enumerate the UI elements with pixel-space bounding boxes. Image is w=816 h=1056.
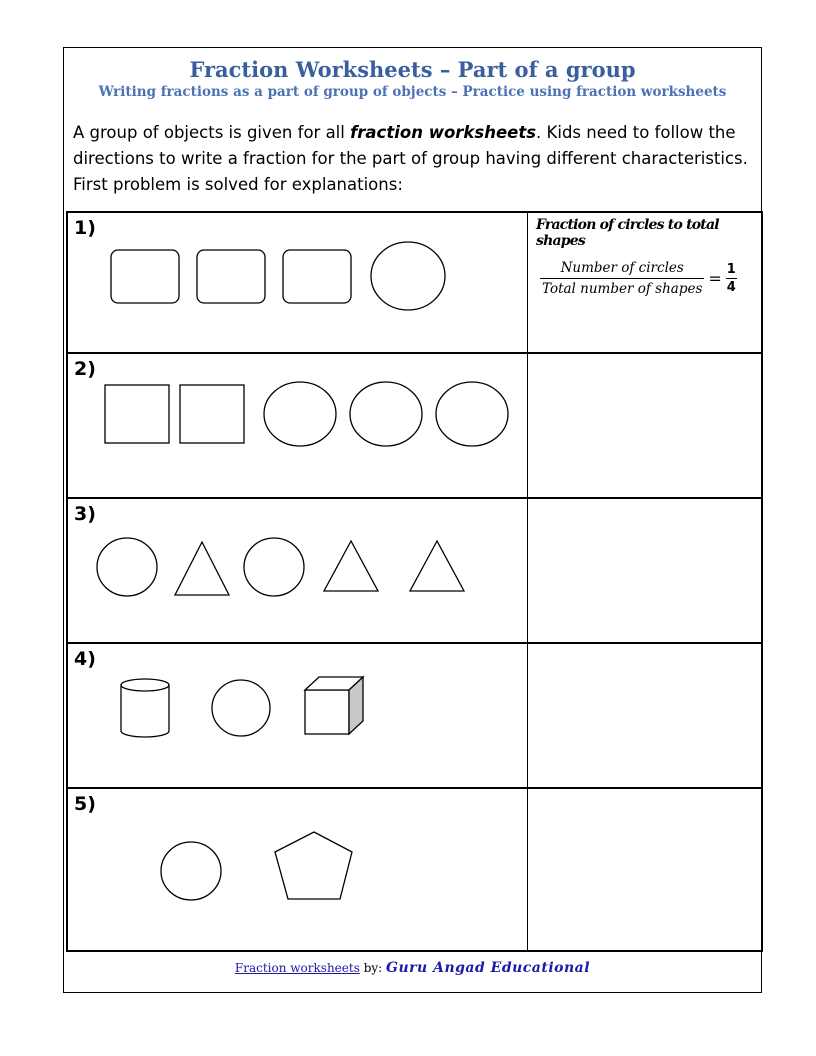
circle-shape: [371, 242, 445, 310]
shapes-cell-4: [68, 644, 528, 787]
circle-shape: [161, 842, 221, 900]
shapes-cell-5: [68, 789, 528, 950]
worksheet-page: [63, 47, 762, 993]
circle-shape: [244, 538, 304, 596]
intro-text-start: A group of objects is given for all: [73, 123, 351, 142]
triangle-shape: [410, 541, 464, 591]
shapes-cell-3: [68, 499, 528, 642]
fraction-expression: [540, 260, 737, 297]
triangle-shape: [324, 541, 378, 591]
problem-number: 5): [74, 793, 96, 815]
problem-row-5: [68, 789, 761, 950]
cylinder-shape: [121, 679, 169, 737]
problem-number: 2): [74, 358, 96, 380]
answer-cell-1: [528, 213, 761, 352]
equals-sign: =: [708, 269, 722, 288]
problems-table: [66, 211, 763, 952]
circle-shape: [212, 680, 270, 736]
answer-heading: Fraction of circles to total shapes: [536, 217, 719, 249]
problem-number: 3): [74, 503, 96, 525]
word-fraction: [540, 260, 704, 297]
problem-number: 4): [74, 648, 96, 670]
footer-by: by:: [359, 961, 387, 975]
problem-row-1: [68, 213, 761, 354]
problem-row-4: [68, 644, 761, 789]
footer: [64, 960, 761, 976]
rounded-square-shape: [283, 250, 351, 303]
circle-shape: [264, 382, 336, 446]
footer-link[interactable]: Fraction worksheets: [234, 961, 360, 975]
problem-row-2: [68, 354, 761, 499]
shape-group-4: [68, 644, 528, 787]
square-shape: [105, 385, 169, 443]
fraction-denominator-text: Total number of shapes: [542, 281, 703, 297]
shape-group-3: [68, 499, 528, 642]
intro-text-end: . Kids need to follow the directions to write a fraction for the part of group having different characteristics. First problem is solved for explanations:: [73, 123, 748, 194]
intro-emphasis: fraction worksheets: [350, 123, 537, 142]
shapes-cell-1: [68, 213, 528, 352]
circle-shape: [350, 382, 422, 446]
circle-shape: [436, 382, 508, 446]
answer-cell-2: [528, 354, 761, 497]
page-subtitle: Writing fractions as a part of group of objects – Practice using fraction worksheets: [98, 84, 727, 100]
page-title: Fraction Worksheets – Part of a group: [189, 57, 636, 82]
result-fraction: [726, 262, 737, 295]
shape-group-2: [68, 354, 528, 497]
square-shape: [180, 385, 244, 443]
rounded-square-shape: [197, 250, 265, 303]
result-denominator: 4: [726, 280, 736, 295]
result-numerator: 1: [726, 262, 736, 277]
pentagon-shape: [275, 832, 352, 899]
answer-cell-3: [528, 499, 761, 642]
fraction-numerator-text: Number of circles: [540, 260, 704, 279]
shape-group-5: [68, 789, 528, 948]
footer-brand: Guru Angad Educational: [386, 960, 591, 976]
shape-group-1: [68, 213, 528, 352]
cube-shape: [305, 677, 363, 734]
triangle-shape: [175, 542, 229, 595]
shapes-cell-2: [68, 354, 528, 497]
problem-number: 1): [74, 217, 96, 239]
problem-row-3: [68, 499, 761, 644]
answer-cell-4: [528, 644, 761, 787]
answer-cell-5: [528, 789, 761, 950]
rounded-square-shape: [111, 250, 179, 303]
circle-shape: [97, 538, 157, 596]
intro-paragraph: [73, 120, 753, 198]
